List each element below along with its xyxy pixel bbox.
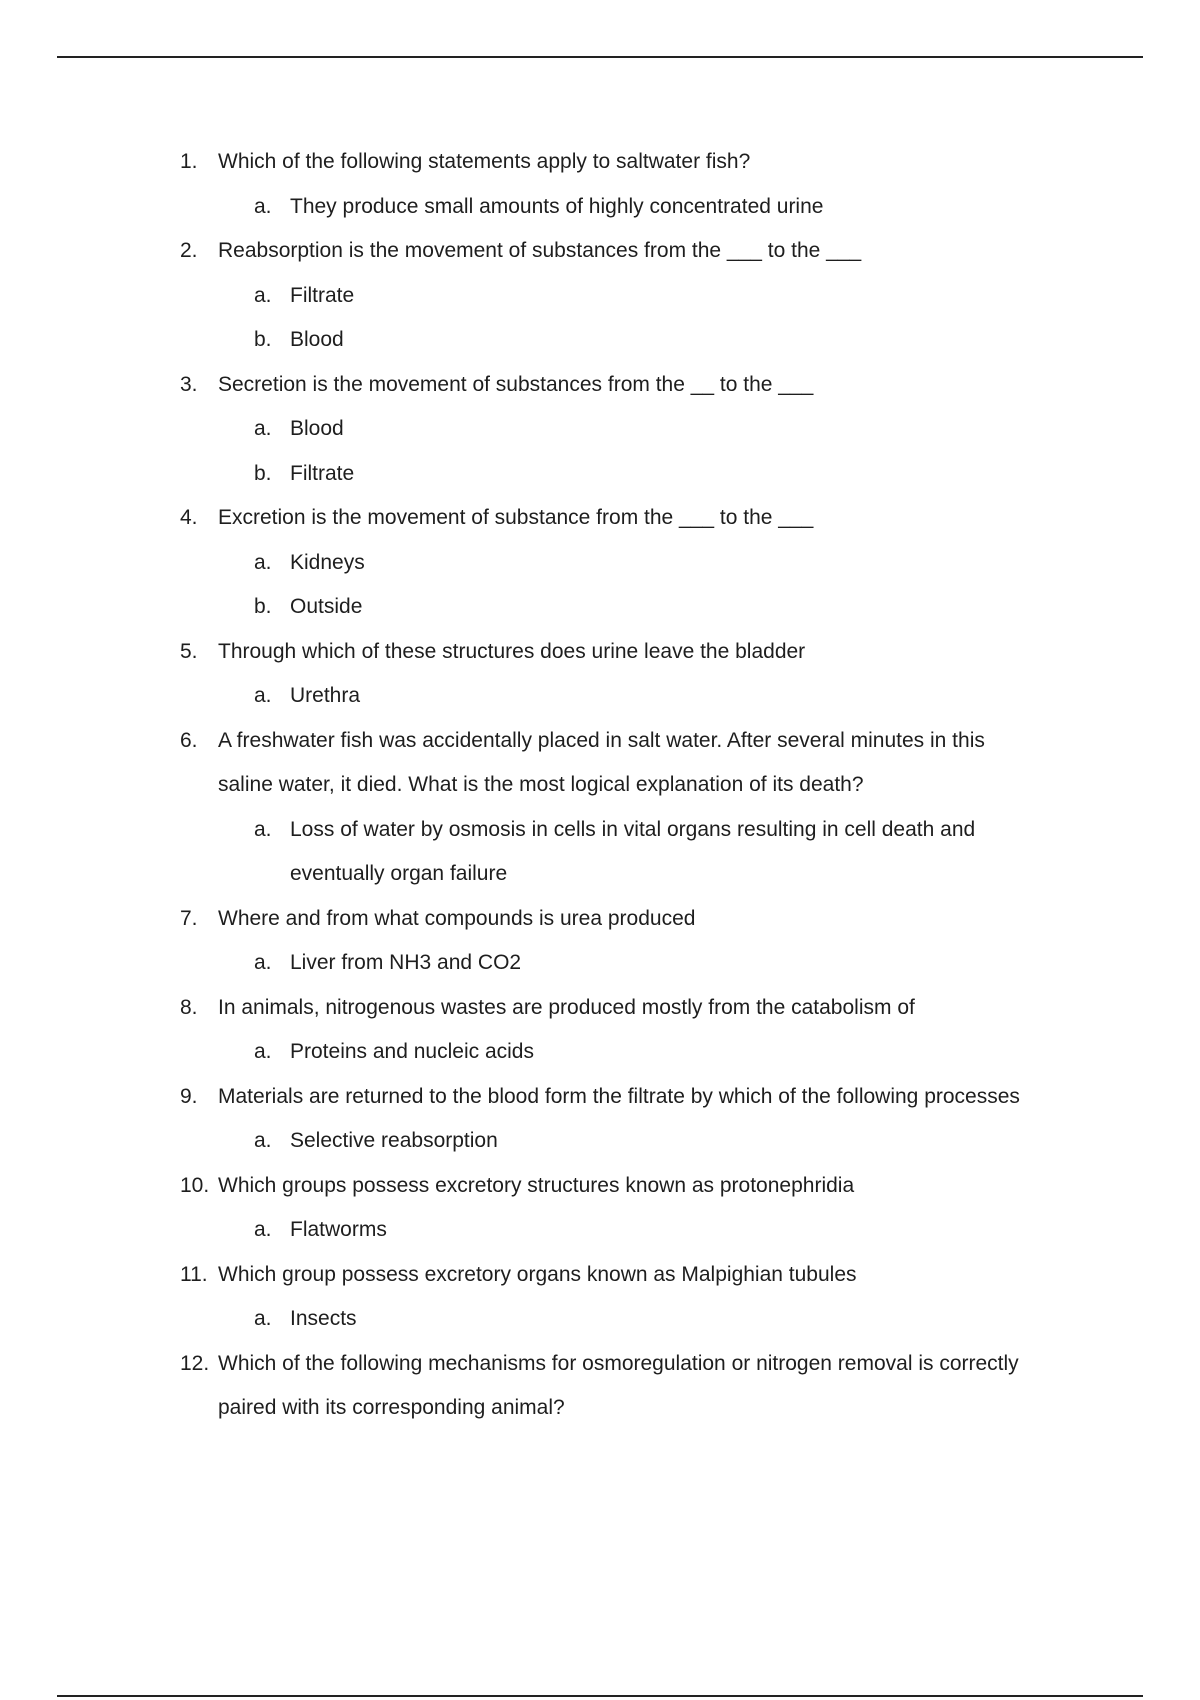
bottom-rule <box>57 1695 1143 1697</box>
answer-text: Flatworms <box>290 1218 387 1241</box>
question-line <box>0 630 1200 675</box>
answer-line <box>0 941 1200 986</box>
answer-letter: a. <box>254 417 272 440</box>
question-line <box>0 763 1200 808</box>
answer-letter: a. <box>254 1040 272 1063</box>
question-item <box>0 986 1200 1075</box>
answer-line <box>0 1119 1200 1164</box>
question-line <box>0 363 1200 408</box>
answer-letter: a. <box>254 1218 272 1241</box>
question-item <box>0 1164 1200 1253</box>
answer-line <box>0 318 1200 363</box>
answer-line <box>0 808 1200 853</box>
question-number: 12. <box>180 1351 210 1375</box>
answer-letter: a. <box>254 817 272 841</box>
answer-line <box>0 274 1200 319</box>
question-text: paired with its corresponding animal? <box>218 1396 565 1419</box>
answer-text: Kidneys <box>290 550 365 574</box>
question-number: 8. <box>180 995 198 1019</box>
question-item <box>0 1342 1200 1431</box>
answer-letter: a. <box>254 1307 272 1330</box>
answer-letter: a. <box>254 194 272 218</box>
answer-letter: a. <box>254 283 272 307</box>
answer-text: Liver from NH3 and CO2 <box>290 951 522 974</box>
question-text: Which of the following statements apply to saltwater fish? <box>218 150 751 173</box>
question-number: 2. <box>180 239 198 262</box>
question-text: Secretion is the movement of substances from the __ to the ___ <box>218 372 814 396</box>
top-rule <box>57 56 1143 58</box>
question-line <box>0 1164 1200 1209</box>
answer-text: Filtrate <box>290 283 355 307</box>
answer-letter: a. <box>254 550 272 574</box>
answer-line <box>0 407 1200 452</box>
question-number: 3. <box>180 372 198 396</box>
question-line <box>0 496 1200 541</box>
answer-text: Blood <box>290 328 344 351</box>
answer-text: Filtrate <box>290 461 355 485</box>
answer-text: Insects <box>290 1307 357 1330</box>
question-item <box>0 363 1200 497</box>
answer-line <box>0 852 1200 897</box>
answer-text: Selective reabsorption <box>290 1129 498 1152</box>
question-line <box>0 897 1200 942</box>
answer-line <box>0 1297 1200 1342</box>
answer-line <box>0 674 1200 719</box>
answer-text: Proteins and nucleic acids <box>290 1040 534 1063</box>
answer-letter: a. <box>254 1129 272 1152</box>
answer-text: eventually organ failure <box>290 862 508 885</box>
question-item <box>0 496 1200 630</box>
question-text: Through which of these structures does urine leave the bladder <box>218 639 806 663</box>
answer-line <box>0 541 1200 586</box>
question-line <box>0 1342 1200 1387</box>
answer-text: Loss of water by osmosis in cells in vital organs resulting in cell death and <box>290 817 976 841</box>
answer-letter: a. <box>254 951 272 974</box>
question-item <box>0 1253 1200 1342</box>
question-text: saline water, it died. What is the most logical explanation of its death? <box>218 773 864 796</box>
question-text: Which group possess excretory organs known as Malpighian tubules <box>218 1262 857 1286</box>
answer-text: Urethra <box>290 684 361 707</box>
answer-text: Outside <box>290 595 363 618</box>
question-item <box>0 630 1200 719</box>
question-item <box>0 140 1200 229</box>
question-text: Which groups possess excretory structures known as protonephridia <box>218 1173 855 1197</box>
question-line <box>0 1253 1200 1298</box>
question-item <box>0 229 1200 363</box>
question-line <box>0 229 1200 274</box>
question-number: 5. <box>180 639 198 663</box>
question-number: 1. <box>180 150 198 173</box>
answer-line <box>0 1208 1200 1253</box>
question-number: 11. <box>180 1262 208 1286</box>
question-text: Materials are returned to the blood form the filtrate by which of the following processes <box>218 1084 1020 1108</box>
answer-text: They produce small amounts of highly concentrated urine <box>290 194 824 218</box>
question-number: 4. <box>180 506 198 529</box>
question-line <box>0 719 1200 764</box>
question-line <box>0 1386 1200 1431</box>
answer-line <box>0 185 1200 230</box>
answer-letter: b. <box>254 328 272 351</box>
question-text: Where and from what compounds is urea produced <box>218 906 696 930</box>
answer-letter: b. <box>254 461 272 485</box>
question-number: 10. <box>180 1173 210 1197</box>
answer-letter: b. <box>254 595 272 618</box>
question-item <box>0 897 1200 986</box>
answer-letter: a. <box>254 684 272 707</box>
answer-line <box>0 452 1200 497</box>
question-text: Excretion is the movement of substance from the ___ to the ___ <box>218 506 814 529</box>
question-text: Reabsorption is the movement of substances from the ___ to the ___ <box>218 239 862 262</box>
question-number: 7. <box>180 906 198 930</box>
question-list <box>0 140 1200 1431</box>
answer-line <box>0 585 1200 630</box>
question-text: In animals, nitrogenous wastes are produced mostly from the catabolism of <box>218 995 915 1019</box>
question-line <box>0 986 1200 1031</box>
question-item <box>0 719 1200 897</box>
question-number: 9. <box>180 1084 198 1108</box>
question-line <box>0 1075 1200 1120</box>
answer-text: Blood <box>290 417 344 440</box>
question-item <box>0 1075 1200 1164</box>
question-line <box>0 140 1200 185</box>
question-text: A freshwater fish was accidentally placed in salt water. After several minutes in this <box>218 728 985 752</box>
question-number: 6. <box>180 728 198 752</box>
answer-line <box>0 1030 1200 1075</box>
question-text: Which of the following mechanisms for osmoregulation or nitrogen removal is correctly <box>218 1351 1019 1375</box>
